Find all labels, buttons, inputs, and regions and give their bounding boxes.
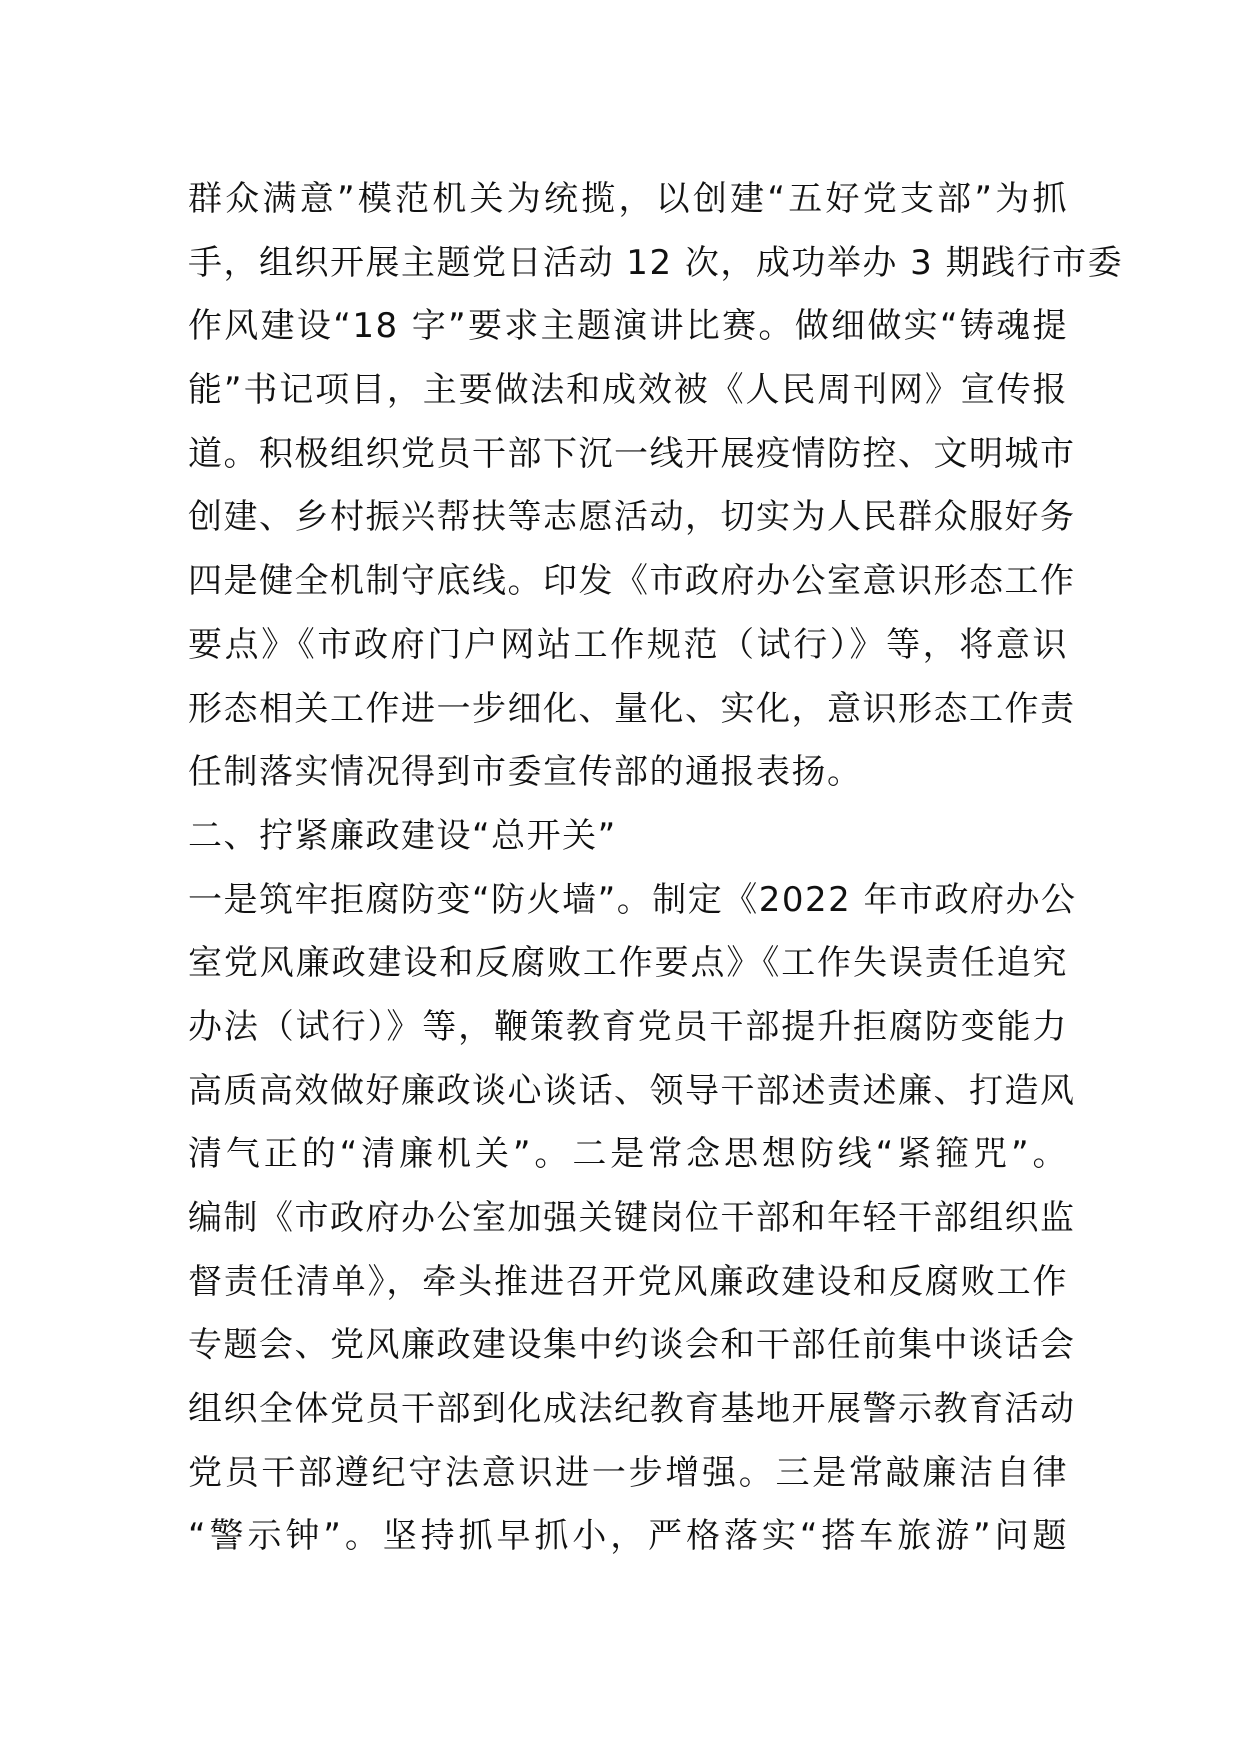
text-line: 编制《市政府办公室加强关键岗位干部和年轻干部组织监 [188, 1198, 1076, 1238]
text-line: 一是筑牢拒腐防变“防火墙”。制定《2022 年市政府办公 [188, 879, 1077, 920]
text-line: 组织全体党员干部到化成法纪教育基地开展警示教育活动 [188, 1389, 1076, 1430]
section-heading: 二、拧紧廉政建设“总开关” [188, 815, 617, 856]
text-line: 作风建设“18 字”要求主题演讲比赛。做细做实“铸魂提 [188, 306, 1068, 347]
text-line: 任制落实情况得到市委宣传部的通报表扬。 [188, 752, 863, 793]
text-line: 室党风廉政建设和反腐败工作要点》《工作失误责任追究 [188, 943, 1068, 984]
text-line: 群众满意”模范机关为统揽，以创建“五好党支部”为抓 [188, 179, 1068, 219]
text-line: 要点》《市政府门户网站工作规范（试行）》等，将意识 [188, 624, 1068, 665]
text-line: 办法（试行）》等，鞭策教育党员干部提升拒腐防变能力 [188, 1006, 1068, 1047]
text-line: 清气正的“清廉机关”。二是常念思想防线“紧箍咒”。 [188, 1134, 1068, 1175]
text-line: 高质高效做好廉政谈心谈话、领导干部述责述廉、打造风 [188, 1070, 1076, 1111]
text-line: 形态相关工作进一步细化、量化、实化，意识形态工作责 [188, 688, 1076, 729]
text-line: 四是健全机制守底线。印发《市政府办公室意识形态工作 [188, 561, 1076, 602]
text-line: 能”书记项目，主要做法和成效被《人民周刊网》宣传报 [188, 370, 1068, 411]
text-line: 党员干部遵纪守法意识进一步增强。三是常敲廉洁自律 [188, 1452, 1068, 1493]
body-text [188, 168, 1124, 1569]
text-line: 创建、乡村振兴帮扶等志愿活动，切实为人民群众服好务 [188, 497, 1076, 538]
text-line: 道。积极组织党员干部下沉一线开展疫情防控、文明城市 [188, 433, 1076, 474]
text-line: 督责任清单》，牵头推进召开党风廉政建设和反腐败工作 [188, 1261, 1068, 1302]
text-line: 专题会、党风廉政建设集中约谈会和干部任前集中谈话会 [188, 1325, 1076, 1366]
text-line: “警示钟”。坚持抓早抓小，严格落实“搭车旅游”问题 [188, 1516, 1068, 1557]
text-line: 手，组织开展主题党日活动 12 次，成功举办 3 期践行市委 [188, 242, 1124, 283]
